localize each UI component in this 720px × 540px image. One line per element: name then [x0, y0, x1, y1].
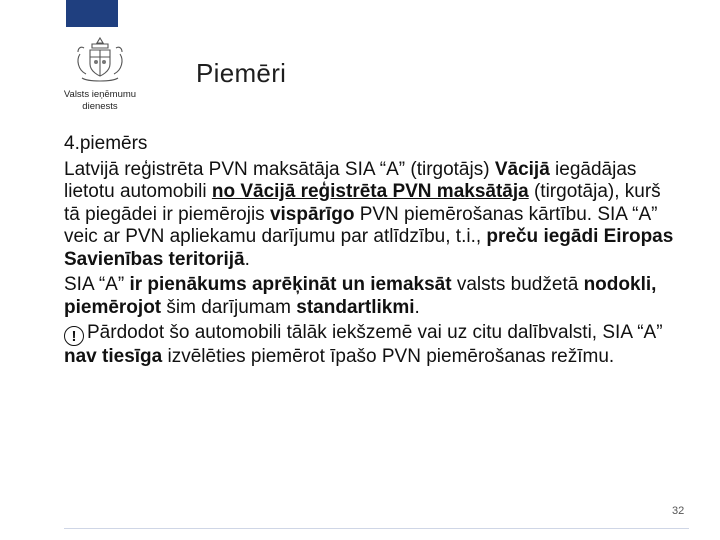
text-run: šim darījumam [161, 296, 297, 318]
slide-body [64, 133, 674, 369]
logo-text-line1: Valsts ieņēmumu [63, 89, 137, 100]
paragraph-3 [64, 322, 674, 369]
coat-of-arms-icon [70, 34, 130, 86]
vid-logo [50, 34, 150, 124]
exclamation-icon: ! [64, 326, 84, 346]
top-brand-bar [66, 0, 118, 27]
text-run: . [244, 248, 250, 270]
text-run: iegādājas lietotu automobili [64, 158, 637, 202]
text-run: PVN piemērošanas kārtību. SIA “A” veic ar PVN apliekamu darījumu par atlīdzību, t.i., [64, 203, 658, 247]
text-run-bold: ir pienākums aprēķināt un iemaksāt [129, 274, 452, 295]
logo-text-line2: dienests [82, 101, 118, 112]
logo-text [50, 89, 150, 113]
text-run-bold: no Vācijā reģistrēta PVN maksātāja [211, 181, 529, 202]
text-run-bold: preču iegādi Eiropas Savienības teritorijā [64, 226, 674, 270]
text-run: (tirgotāja), kurš tā piegādei ir piemērojis [64, 181, 661, 225]
example-number: 4.piemērs [64, 133, 148, 154]
paragraph-1 [64, 159, 674, 272]
text-run: Latvijā reģistrēta PVN maksātāja SIA “A” (tirgotājs) [64, 158, 495, 180]
page-number: 32 [672, 505, 685, 517]
text-run: izvēlēties piemērot īpašo PVN piemērošanas režīmu. [162, 346, 615, 367]
text-run: Pārdodot šo automobili tālāk iekšzemē vai uz citu dalībvalsti, SIA “A” [87, 322, 663, 343]
text-run: SIA “A” [64, 274, 130, 295]
text-run-bold: Vācijā [494, 158, 550, 180]
text-run-bold: vispārīgo [269, 203, 355, 225]
paragraph-2 [64, 274, 674, 319]
page-title: Piemēri [196, 58, 287, 88]
text-run-bold: standartlikmi [296, 296, 415, 318]
text-run-bold: nav tiesīga [64, 346, 163, 367]
text-run: valsts budžetā [451, 274, 584, 295]
text-run-bold: nodokli, piemērojot [64, 274, 657, 318]
footer-divider [64, 528, 689, 529]
text-run: . [414, 296, 420, 318]
